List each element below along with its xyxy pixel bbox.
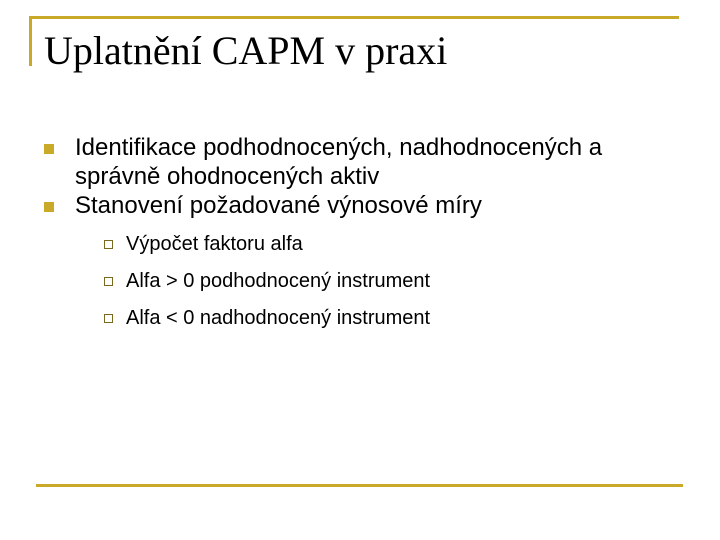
frame-left-rule: [29, 16, 32, 66]
bullet-text: Identifikace podhodnocených, nadhodnocených a správně ohodnocených aktiv: [75, 134, 603, 190]
hollow-square-bullet-icon: [104, 240, 113, 249]
filled-square-bullet-icon: [44, 144, 54, 154]
sub-bullet-text: Alfa > 0 podhodnocený instrument: [126, 270, 431, 292]
slide-title: Uplatnění CAPM v praxi: [44, 28, 448, 73]
sub-bullet-item-alpha-negative: [75, 300, 684, 337]
sub-bullet-item-alpha-positive: [75, 263, 684, 300]
bullet-text: Stanovení požadované výnosové míry: [75, 192, 482, 219]
bullet-item-required-return: [44, 191, 684, 337]
sub-bullet-list: [75, 226, 684, 337]
sub-bullet-item-alpha-calc: [75, 226, 684, 263]
hollow-square-bullet-icon: [104, 314, 113, 323]
sub-bullet-text: Výpočet faktoru alfa: [126, 233, 303, 255]
bullet-item-identification: [44, 133, 684, 191]
frame-top-rule: [29, 16, 679, 19]
frame-bottom-rule: [36, 484, 683, 487]
bullet-list: [44, 133, 684, 337]
filled-square-bullet-icon: [44, 202, 54, 212]
hollow-square-bullet-icon: [104, 277, 113, 286]
sub-bullet-text: Alfa < 0 nadhodnocený instrument: [126, 307, 431, 329]
